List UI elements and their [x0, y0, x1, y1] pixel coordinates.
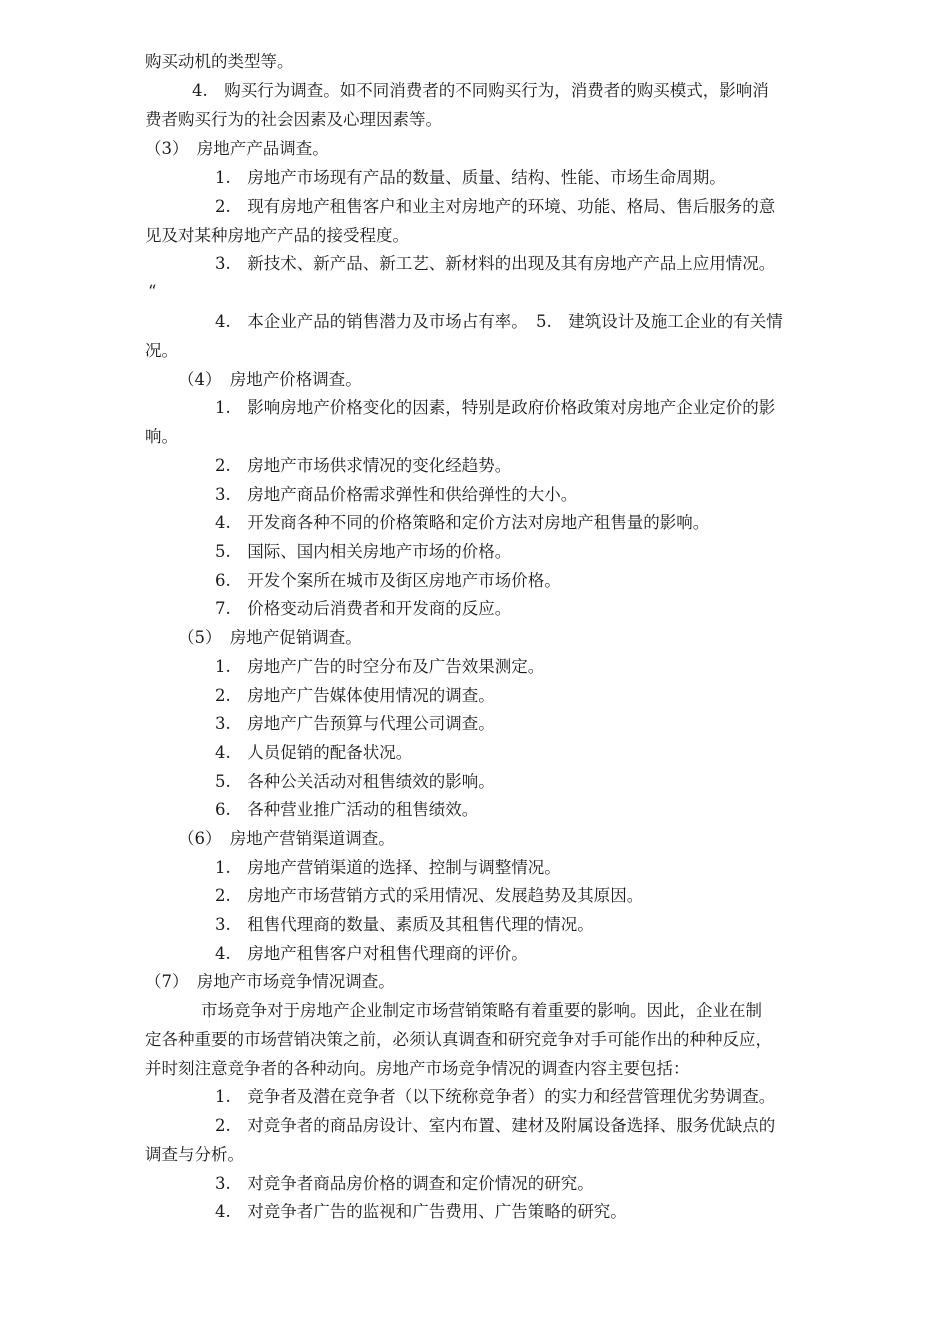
text-line: 1. 影响房地产价格变化的因素，特别是政府价格政策对房地产企业定价的影 — [215, 398, 776, 417]
text-line: 2. 现有房地产租售客户和业主对房地产的环境、功能、格局、售后服务的意 — [215, 197, 776, 216]
text-line: 6. 各种营业推广活动的租售绩效。 — [215, 800, 479, 819]
text-line: 5. 国际、国内相关房地产市场的价格。 — [215, 542, 512, 561]
text-line: 并时刻注意竞争者的各种动向。房地产市场竞争情况的调查内容主要包括： — [145, 1059, 690, 1078]
section-heading: （6） 房地产营销渠道调查。 — [178, 829, 395, 848]
text-line: 3. 房地产商品价格需求弹性和供给弹性的大小。 — [215, 485, 578, 504]
text-line: 2. 对竞争者的商品房设计、室内布置、建材及附属设备选择、服务优缺点的 — [215, 1116, 776, 1135]
text-line: 7. 价格变动后消费者和开发商的反应。 — [215, 599, 512, 618]
text-line: 2. 房地产市场营销方式的采用情况、发展趋势及其原因。 — [215, 886, 644, 905]
text-line: 购买动机的类型等。 — [145, 52, 294, 71]
section-heading: （3） 房地产产品调查。 — [145, 139, 329, 158]
section-heading: （5） 房地产促销调查。 — [178, 628, 362, 647]
text-line: 3. 新技术、新产品、新工艺、新材料的出现及其有房地产产品上应用情况。 — [215, 254, 776, 273]
text-line: 2. 房地产广告媒体使用情况的调查。 — [215, 686, 495, 705]
text-line: 4. 房地产租售客户对租售代理商的评价。 — [215, 944, 528, 963]
text-line: 3. 对竞争者商品房价格的调查和定价情况的研究。 — [215, 1174, 594, 1193]
text-line: 见及对某种房地产产品的接受程度。 — [145, 226, 409, 245]
text-line: 响。 — [145, 427, 178, 446]
section-heading: （7） 房地产市场竞争情况调查。 — [145, 972, 395, 991]
text-line: 6. 开发个案所在城市及街区房地产市场价格。 — [215, 571, 561, 590]
text-line: 4. 本企业产品的销售潜力及市场占有率。 5. 建筑设计及施工企业的有关情 — [215, 312, 783, 331]
text-line: 4. 人员促销的配备状况。 — [215, 743, 413, 762]
text-line: 1. 房地产营销渠道的选择、控制与调整情况。 — [215, 858, 561, 877]
text-line: 5. 各种公关活动对租售绩效的影响。 — [215, 772, 495, 791]
text-line: 费者购买行为的社会因素及心理因素等。 — [145, 110, 442, 129]
text-line: 4. 开发商各种不同的价格策略和定价方法对房地产租售量的影响。 — [215, 513, 710, 532]
text-line: 1. 房地产市场现有产品的数量、质量、结构、性能、市场生命周期。 — [215, 168, 726, 187]
text-line: 2. 房地产市场供求情况的变化经趋势。 — [215, 456, 512, 475]
section-heading: （4） 房地产价格调查。 — [178, 370, 362, 389]
text-line: 市场竞争对于房地产企业制定市场营销策略有着重要的影响。因此，企业在制 — [201, 1001, 762, 1020]
text-line: 3. 租售代理商的数量、素质及其租售代理的情况。 — [215, 915, 594, 934]
text-line: 1. 房地产广告的时空分布及广告效果测定。 — [215, 657, 545, 676]
text-line: 3. 房地产广告预算与代理公司调查。 — [215, 714, 495, 733]
text-line: 1. 竞争者及潜在竞争者（以下统称竞争者）的实力和经营管理优劣势调查。 — [215, 1087, 776, 1106]
text-line: 4. 购买行为调查。如不同消费者的不同购买行为，消费者的购买模式，影响消 — [192, 81, 769, 100]
text-line: “ — [148, 282, 157, 301]
text-line: 4. 对竞争者广告的监视和广告费用、广告策略的研究。 — [215, 1202, 627, 1221]
text-line: 定各种重要的市场营销决策之前，必须认真调查和研究竞争对手可能作出的种种反应， — [145, 1030, 772, 1049]
text-line: 况。 — [145, 341, 178, 360]
text-line: 调查与分析。 — [145, 1145, 244, 1164]
